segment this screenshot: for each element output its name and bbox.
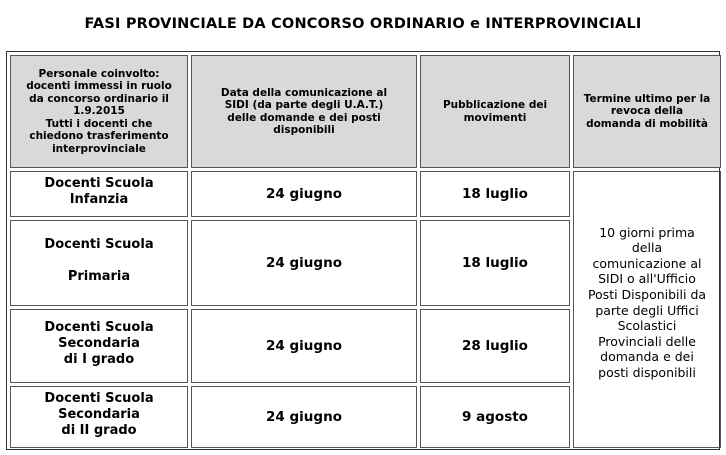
comunicazione-date: 24 giugno — [191, 309, 417, 383]
row-label-line: Docenti Scuola — [44, 237, 154, 252]
row-label-line: Infanzia — [69, 192, 129, 207]
header-line: domanda di mobilità — [586, 117, 708, 130]
pubblicazione-date: 18 luglio — [420, 171, 570, 217]
comunicazione-date: 24 giugno — [191, 220, 417, 306]
row-label-line: Secondaria — [58, 407, 140, 422]
header-line: chiedono trasferimento — [29, 130, 169, 143]
header-line: delle domande e dei posti — [227, 111, 381, 124]
termine-note — [573, 171, 721, 448]
row-label-gap — [15, 253, 183, 269]
note-line: 10 giorni prima — [599, 224, 695, 240]
pubblicazione-date: 9 agosto — [420, 386, 570, 448]
row-label-line: Docenti Scuola — [44, 391, 154, 406]
note-line: Posti Disponibili da — [587, 286, 707, 302]
comunicazione-date: 24 giugno — [191, 171, 417, 217]
row-label-line: di II grado — [61, 423, 137, 438]
header-line: disponibili — [273, 124, 335, 136]
header-line: SIDI (da parte degli U.A.T.) — [224, 99, 384, 111]
header-line: movimenti — [463, 111, 527, 124]
pubblicazione-date: 18 luglio — [420, 220, 570, 306]
note-line: Scolastici — [617, 318, 677, 334]
note-line: domanda e dei — [600, 349, 694, 365]
header-line: Tutti i docenti che — [45, 117, 153, 130]
pubblicazione-date: 28 luglio — [420, 309, 570, 383]
row-label-secondaria-ii — [10, 386, 188, 448]
header-personale — [10, 55, 188, 168]
row-label-line: Primaria — [67, 269, 131, 284]
header-pubblicazione — [420, 55, 570, 168]
note-line: della — [631, 240, 663, 256]
row-label-primaria — [10, 220, 188, 306]
row-label-infanzia — [10, 171, 188, 217]
header-line: da concorso ordinario il — [29, 92, 169, 105]
header-termine — [573, 55, 721, 168]
comunicazione-date: 24 giugno — [191, 386, 417, 448]
header-line: docenti immessi in ruolo — [26, 80, 172, 93]
row-label-line: Docenti Scuola — [44, 176, 154, 191]
row-label-line: di I grado — [63, 352, 135, 367]
row-label-line: Docenti Scuola — [44, 320, 154, 335]
header-line: 1.9.2015 — [73, 105, 125, 118]
header-row — [10, 55, 721, 168]
note-line: posti disponibili — [598, 364, 696, 380]
note-line: comunicazione al — [592, 255, 702, 271]
header-line: Pubblicazione dei — [442, 99, 548, 111]
mobility-table — [6, 51, 720, 450]
table-row — [10, 171, 721, 217]
header-comunicazione — [191, 55, 417, 168]
note-line: Provinciali delle — [598, 333, 696, 349]
note-line: SIDI o all'Ufficio — [598, 271, 696, 287]
header-line: revoca della — [610, 105, 684, 118]
page-title: FASI PROVINCIALE DA CONCORSO ORDINARIO e INTERPROVINCIALI — [84, 16, 642, 32]
row-label-secondaria-i — [10, 309, 188, 383]
row-label-line: Secondaria — [58, 336, 140, 351]
note-line: parte degli Uffici — [595, 302, 699, 318]
header-line: Data della comunicazione al — [220, 86, 388, 99]
header-line: interprovinciale — [52, 142, 146, 155]
header-line: Personale coinvolto: — [38, 67, 160, 80]
header-line: Termine ultimo per la — [583, 92, 711, 105]
